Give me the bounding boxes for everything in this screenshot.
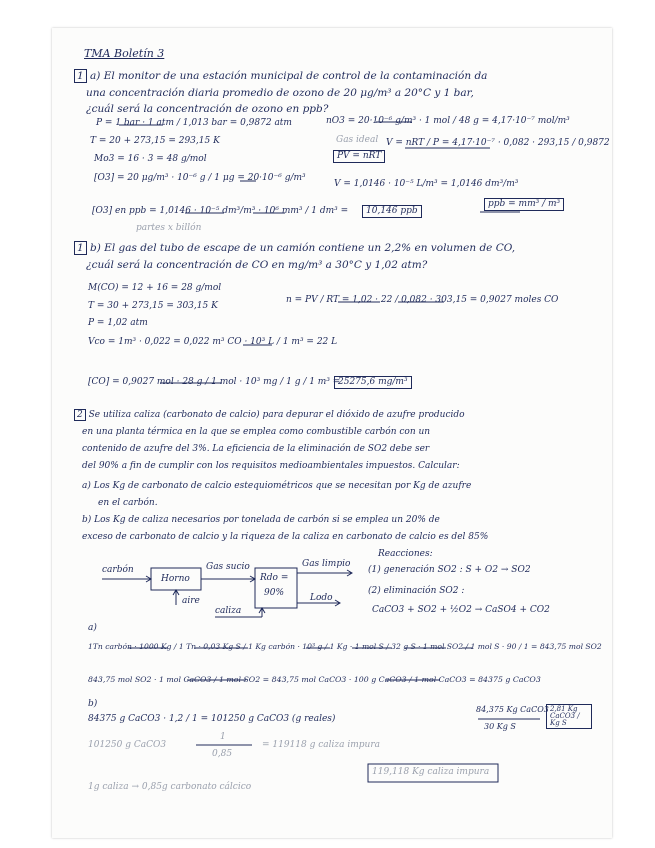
ratio-numerator: 84,375 Kg CaCO3	[476, 705, 549, 714]
problem-1a-line-1	[74, 71, 487, 82]
problem-2-line-6: en el carbón.	[98, 498, 158, 508]
ppb-calculation: [O3] en ppb = 1,0146 · 10⁻⁵ dm³/m³ · 10⁶ mm³ / 1 dm³ =	[92, 206, 349, 216]
gas-ideal-label: Gas ideal	[336, 135, 379, 145]
problem-1b-line-2: ¿cuál será la concentración de CO en mg/m³ a 30°C y 1,02 atm?	[86, 259, 428, 271]
problem-text: Se utiliza caliza (carbonato de calcio) para depurar el dióxido de azufre producido	[88, 410, 465, 420]
ppb-result: 10,146 ppb	[362, 205, 422, 218]
ratio-denominator: 30 Kg S	[484, 722, 516, 731]
calc-temperature: T = 20 + 273,15 = 293,15 K	[90, 136, 220, 146]
caliza-left: 101250 g CaCO3	[88, 740, 167, 750]
co-result: 25275,6 mg/m³	[334, 376, 412, 389]
caliza-frac-den: 0,85	[212, 749, 233, 759]
diagram-gas-limpio: Gas limpio	[302, 559, 351, 569]
diagram-aire: aire	[182, 596, 200, 606]
problem-1a-line-2: una concentración diaria promedio de ozono de 20 μg/m³ a 20°C y 1 bar,	[86, 87, 474, 99]
page-title: TMA Boletín 3	[84, 47, 165, 60]
calc-moles-co: n = PV / RT = 1,02 · 22 / 0,082 · 303,15 = 0,9027 moles CO	[286, 295, 559, 305]
calc-volume-co: Vco = 1m³ · 0,022 = 0,022 m³ CO · 10³ L / 1 m³ = 22 L	[88, 337, 338, 347]
part-a-label: a)	[88, 623, 97, 633]
reaction-1: (1) generación SO2 : S + O2 → SO2	[368, 565, 531, 575]
caliza-boxed-result: 119,118 Kg caliza impura	[372, 767, 490, 777]
problem-2-line-5: a) Los Kg de carbonato de calcio estequiométricos que se necesitan por Kg de azufre	[82, 481, 472, 491]
reaction-2: CaCO3 + SO2 + ½O2 → CaSO4 + CO2	[372, 605, 550, 615]
problem-2-line-2: en una planta térmica en la que se emplea como combustible carbón con un	[82, 427, 431, 437]
calc-ozone-conc: [O3] = 20 μg/m³ · 10⁻⁶ g / 1 μg = 20·10⁻⁶ g/m³	[94, 173, 306, 183]
problem-number: 1	[74, 69, 87, 83]
problem-1b-line-1	[74, 243, 515, 254]
caliza-result: = 119118 g caliza impura	[262, 740, 381, 750]
footnote: 1g caliza → 0,85g carbonato cálcico	[88, 782, 252, 792]
volume-equation: V = nRT / P = 4,17·10⁻⁷ · 0,082 · 293,15 / 0,9872	[386, 138, 610, 148]
problem-2-line-8: exceso de carbonato de calcio y la riqueza de la caliza en carbonato de calcio es del 85%	[82, 532, 489, 542]
ratio-result: 2,81 Kg CaCO3 / Kg S	[546, 704, 592, 729]
diagram-pct: 90%	[264, 588, 285, 598]
reactions-title: Reacciones:	[378, 549, 433, 559]
calc-temperature-co: T = 30 + 273,15 = 303,15 K	[88, 301, 218, 311]
part-b-label: b)	[88, 699, 98, 709]
part-b-calc: 84375 g CaCO3 · 1,2 / 1 = 101250 g CaCO3 (g reales)	[88, 714, 336, 724]
caliza-frac-num: 1	[220, 732, 226, 742]
part-a-calc: 1Tn carbón · 1000 Kg / 1 Tn · 0,03 Kg S / 1 Kg carbón · 10³ g / 1 Kg · 1 mol S / 32 g S · 1 mol SO2 / 1 mol S · 90 / 1 = 843,75 mol SO2	[88, 642, 602, 651]
diagram-gas-sucio: Gas sucio	[206, 562, 250, 572]
ppb-note: partes x billón	[136, 223, 202, 233]
problem-number: 1	[74, 241, 87, 255]
problem-text: a) El monitor de una estación municipal de control de la contaminación da	[90, 70, 488, 82]
calc-co-conc: [CO] = 0,9027 mol · 28 g / 1 mol · 10³ mg / 1 g / 1 m³ =	[88, 377, 341, 387]
part-a-calc-2: 843,75 mol SO2 · 1 mol CaCO3 / 1 mol SO2 = 843,75 mol CaCO3 · 100 g CaCO3 / 1 mol CaCO3 = 84375 g CaCO3	[88, 675, 541, 684]
calc-molar-mass: Mo3 = 16 · 3 = 48 g/mol	[94, 154, 207, 164]
problem-2-line-3: contenido de azufre del 3%. La eficiencia de la eliminación de SO2 debe ser	[82, 444, 430, 454]
calc-moles-o3: nO3 = 20·10⁻⁶ g/m³ · 1 mol / 48 g = 4,17·10⁻⁷ mol/m³	[326, 116, 570, 126]
diagram-horno: Horno	[161, 574, 190, 584]
problem-2-line-7: b) Los Kg de caliza necesarios por tonelada de carbón si se emplea un 20% de	[82, 515, 440, 525]
calc-pressure-co: P = 1,02 atm	[88, 318, 148, 328]
diagram-lodo: Lodo	[310, 593, 333, 603]
volume-result: V = 1,0146 · 10⁻⁵ L/m³ = 1,0146 dm³/m³	[334, 179, 519, 189]
problem-number: 2	[74, 409, 86, 421]
diagram-rdo: Rdo =	[260, 573, 289, 583]
problem-2-line-1	[74, 411, 465, 420]
ideal-gas-equation: PV = nRT	[333, 150, 385, 163]
problem-2-line-4: del 90% a fin de cumplir con los requisitos medioambientales impuestos. Calcular:	[82, 461, 460, 471]
reaction-2-label: (2) eliminación SO2 :	[368, 586, 465, 596]
calc-molar-mass-co: M(CO) = 12 + 16 = 28 g/mol	[88, 283, 222, 293]
diagram-carbon: carbón	[102, 565, 134, 575]
ppb-definition: ppb = mm³ / m³	[484, 198, 564, 211]
diagram-caliza: caliza	[215, 606, 242, 616]
calc-pressure: P = 1 bar · 1 atm / 1,013 bar = 0,9872 atm	[96, 118, 292, 128]
problem-text: b) El gas del tubo de escape de un camión contiene un 2,2% en volumen de CO,	[90, 242, 516, 254]
problem-1a-line-3: ¿cuál será la concentración de ozono en ppb?	[86, 103, 329, 115]
